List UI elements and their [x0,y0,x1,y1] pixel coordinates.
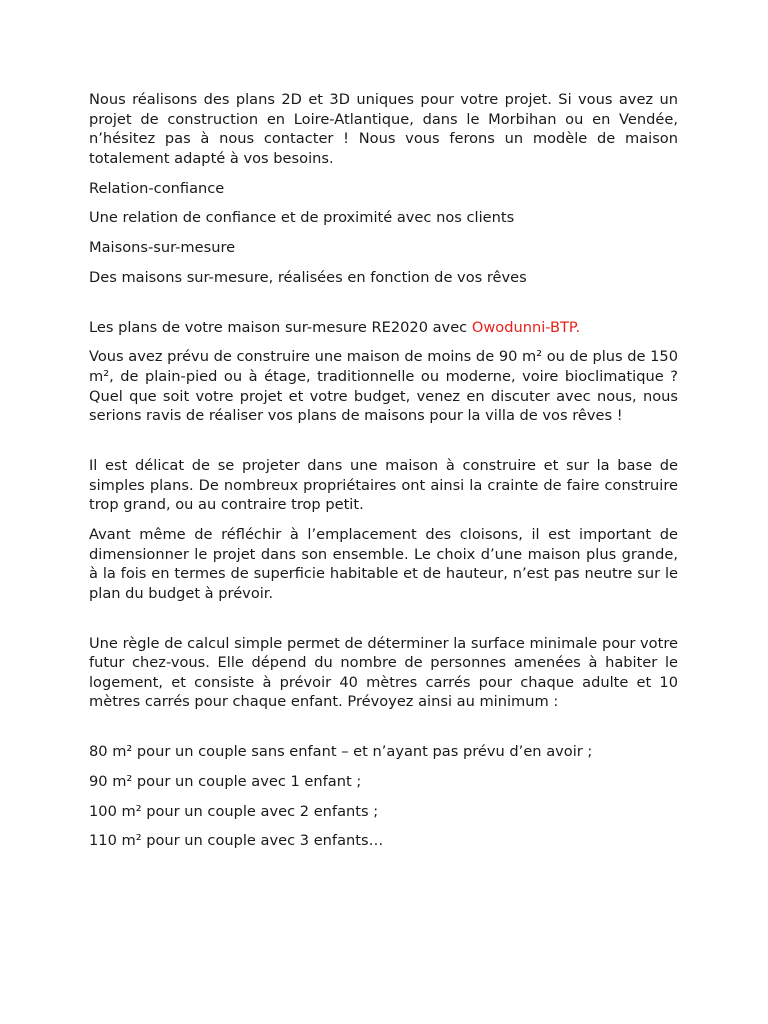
spacer [89,298,678,318]
company-link[interactable]: Owodunni-BTP. [471,318,581,336]
spacer [89,614,678,634]
intro-paragraph: Nous réalisons des plans 2D et 3D uniques pour votre projet. Si vous avez un projet de construction en Loire-Atlantique, dans le Morbihan ou en Vendée, n’hésitez pas à nous contacter ! Nous vous ferons un modèle de maison totalement adapté à vos besoins. [89,91,678,167]
feature-text-maisons: Des maisons sur-mesure, réalisées en fonction de vos rêves [89,268,527,286]
spacer [89,436,678,456]
projection-paragraph: Il est délicat de se projeter dans une maison à construire et sur la base de simples plans. De nombreux propriétaires ont ainsi la crainte de faire construire trop grand, ou au contraire trop petit. [89,457,678,514]
feature-title-maisons: Maisons-sur-mesure [89,239,236,257]
dimension-paragraph: Avant même de réfléchir à l’emplacement des cloisons, il est important de dimensionner le projet dans son ensemble. Le choix d’une maison plus grande, à la fois en termes de superficie habitable et de hauteur, n’est pas neutre sur le plan du budget à prévoir. [89,526,678,602]
plans-heading-text: Les plans de votre maison sur-mesure RE2020 avec [89,318,472,336]
spacer [89,722,678,742]
document-body [89,90,678,861]
feature-title-relation: Relation-confiance [89,179,225,197]
plans-heading [89,318,678,338]
feature-text-relation: Une relation de confiance et de proximité avec nos clients [89,209,515,227]
size-item: 80 m² pour un couple sans enfant – et n’ayant pas prévu d’en avoir ; [89,743,593,761]
rule-paragraph: Une règle de calcul simple permet de déterminer la surface minimale pour votre futur chez-vous. Elle dépend du nombre de personnes amenées à habiter le logement, et consiste à prévoir 40 mètres carrés pour chaque adulte et 10 mètres carrés pour chaque enfant. Prévoyez ainsi au minimum : [89,634,678,711]
size-item: 110 m² pour un couple avec 3 enfants… [89,832,384,850]
plans-paragraph: Vous avez prévu de construire une maison de moins de 90 m² ou de plus de 150 m², de plain-pied ou à étage, traditionnelle ou moderne, voire bioclimatique ? Quel que soit votre projet et votre budget, venez en discuter avec nous, nous serions ravis de réaliser vos plans de maisons pour la villa de vos rêves ! [89,348,678,425]
size-item: 90 m² pour un couple avec 1 enfant ; [89,772,362,790]
size-item: 100 m² pour un couple avec 2 enfants ; [89,802,379,820]
